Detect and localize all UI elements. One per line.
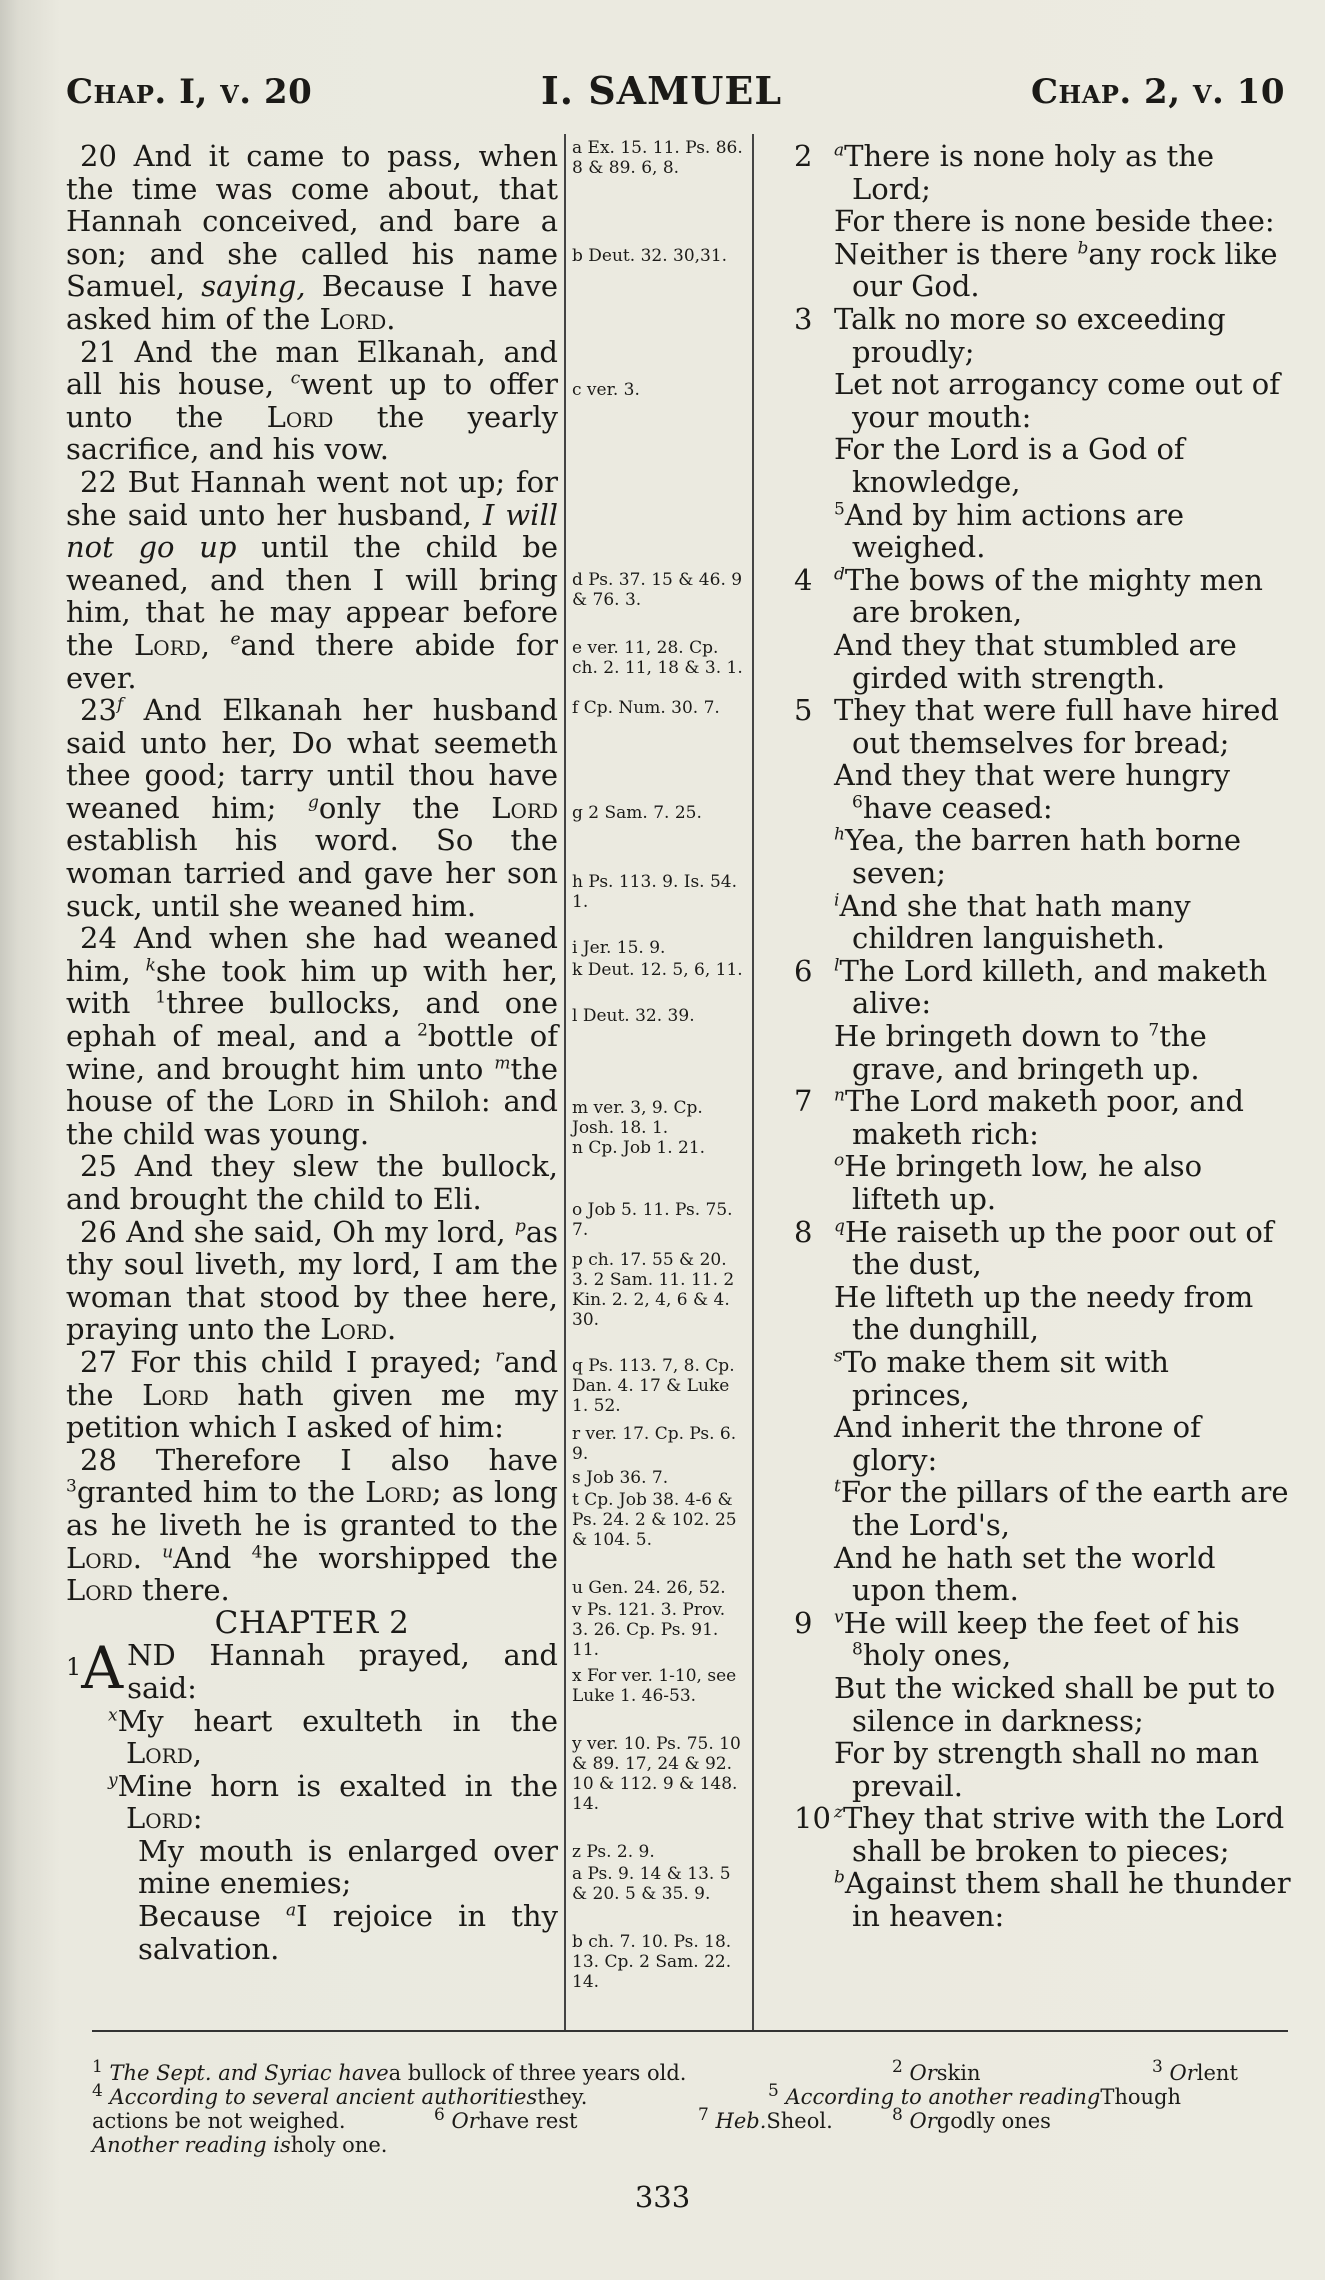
cross-reference: n Cp. Job 1. 21. — [572, 1138, 706, 1158]
poem-line — [794, 1216, 1294, 1281]
poem-line — [794, 564, 1294, 629]
header-left-reference: Chap. I, v. 20 — [66, 72, 313, 112]
cross-reference: o Job 5. 11. Ps. 75. 7. — [572, 1200, 733, 1240]
cross-reference: d Ps. 37. 15 & 46. 9 & 76. 3. — [572, 570, 743, 610]
poem-line: $^y$Mine horn is exalted in the Lord: — [108, 1768, 558, 1836]
poem-line-text: $^o$He bringeth low, he also lifteth up. — [834, 1149, 1203, 1216]
poem-line-text: $^5$And by him actions are weighed. — [834, 497, 1185, 565]
verse-number: 7 — [794, 1084, 813, 1119]
poem-line — [794, 890, 1294, 955]
poem-line — [794, 205, 1294, 238]
poem-line-text: For by strength shall no man prevail. — [834, 1736, 1260, 1803]
cross-reference: e ver. 11, 28. Cp. ch. 2. 11, 18 & 3. 1. — [572, 638, 743, 678]
poem-line — [794, 303, 1294, 368]
chapter-2-verse-1: 1 A ND Hannah prayed, and said: — [66, 1634, 558, 1705]
poem-line — [794, 1542, 1294, 1607]
verse-22: 22 But Hannah went not up; for she said unto her husband, I will not go up until the child be weaned, and then I will bring him, that he may appear before the Lord, $^e$and there abide for ever. — [66, 464, 559, 695]
poem-line — [794, 1150, 1294, 1215]
poem-line-text: But the wicked shall be put to silence in darkness; — [834, 1670, 1276, 1738]
footnotes — [92, 2057, 1292, 2158]
cross-reference: s Job 36. 7. — [572, 1468, 669, 1488]
poem-line — [794, 629, 1294, 694]
verse-number: 2 — [794, 139, 813, 173]
poem-line-text: And inherit the throne of glory: — [834, 1410, 1201, 1477]
poem-line — [794, 140, 1294, 205]
verse-number: 5 — [794, 693, 813, 728]
poem-line-text: $^h$Yea, the barren hath borne seven; — [834, 823, 1242, 891]
cross-reference: p ch. 17. 55 & 20. 3. 2 Sam. 11. 11. 2 Kin. 2. 2, 4, 6 & 4. 30. — [572, 1250, 735, 1330]
cross-reference: v Ps. 121. 3. Prov. 3. 26. Cp. Ps. 91. 11. — [572, 1600, 726, 1660]
page-number: 333 — [634, 2180, 691, 2214]
poem-line-text: For the Lord is a God of knowledge, — [834, 432, 1185, 499]
verse-number: 8 — [794, 1214, 813, 1249]
cross-reference: m ver. 3, 9. Cp. Josh. 18. 1. — [572, 1098, 703, 1138]
poem-line — [794, 1411, 1294, 1476]
cross-reference: u Gen. 24. 26, 52. — [572, 1578, 726, 1598]
poem-line — [794, 1672, 1294, 1737]
cross-reference: x For ver. 1-10, see Luke 1. 46-53. — [572, 1666, 737, 1706]
poem-line-text: They that were full have hired out themselves for bread; — [834, 693, 1279, 760]
poem-line-text: $^d$The bows of the mighty men are broken, — [834, 562, 1263, 630]
poem-line — [794, 1281, 1294, 1346]
cross-reference: t Cp. Job 38. 4-6 & Ps. 24. 2 & 102. 25 & 104. 5. — [572, 1490, 737, 1550]
poem-line-text: $^t$For the pillars of the earth are the Lord's, — [834, 1475, 1289, 1542]
verse-26: 26 And she said, Oh my lord, $^p$as thy soul liveth, my lord, I am the woman that stood by thee here, praying unto the Lord. — [66, 1214, 558, 1347]
verse-20: 20 And it came to pass, when the time was come about, that Hannah conceived, and bare a son; and she called his name Samuel, saying, Because I have asked him of the Lord. — [66, 139, 558, 336]
verse-number: 3 — [794, 301, 813, 336]
poem-line — [794, 1867, 1294, 1932]
poem-line — [794, 1476, 1294, 1541]
text-column-right — [794, 140, 1294, 1933]
poem-line-text: $^z$They that strive with the Lord shall be broken to pieces; — [834, 1801, 1285, 1868]
poem-line-text: $^i$And she that hath many children languisheth. — [834, 888, 1191, 956]
verse-number: 9 — [794, 1605, 813, 1640]
cross-reference: c ver. 3. — [572, 380, 640, 400]
verse-28: 28 Therefore I also have $^3$granted him to the Lord; as long as he liveth he is granted to the Lord. $^u$And $^4$he worshipped the Lord there. — [66, 1442, 559, 1608]
poem-line — [794, 1020, 1294, 1085]
column-divider-right — [752, 134, 754, 2030]
poem-line-text: He bringeth down to $^7$the grave, and bringeth up. — [834, 1019, 1207, 1086]
cross-reference: y ver. 10. Ps. 75. 10 & 89. 17, 24 & 92. 10 & 112. 9 & 148. 14. — [572, 1734, 741, 1814]
verse-number: 10 — [794, 1801, 831, 1836]
verse-number: 4 — [794, 562, 813, 597]
cross-reference: z Ps. 2. 9. — [572, 1842, 655, 1862]
poem-line-text: $^b$Against them shall he thunder in heaven: — [834, 1866, 1291, 1934]
running-header — [66, 68, 1285, 122]
verse-21: 21 And the man Elkanah, and all his house, $^c$went up to offer unto the Lord the yearly sacrifice, and his vow. — [66, 334, 558, 467]
column-divider-left — [564, 134, 566, 2030]
poem-line — [794, 694, 1294, 759]
chapter-heading: CHAPTER 2 — [214, 1604, 410, 1641]
poem-line — [794, 499, 1294, 564]
poem-line — [794, 955, 1294, 1020]
poem-line — [794, 1085, 1294, 1150]
cross-reference: h Ps. 113. 9. Is. 54. 1. — [572, 872, 738, 912]
poem-line — [794, 1802, 1294, 1867]
cross-reference: i Jer. 15. 9. — [572, 938, 666, 958]
poem-line-text: He lifteth up the needy from the dunghill, — [834, 1279, 1254, 1347]
poem-line-text: $^l$The Lord killeth, and maketh alive: — [834, 953, 1268, 1021]
poem-line-text: And they that were hungry $^6$have ceased: — [834, 758, 1231, 825]
footnote-row-3: actions be not weighed. $^6$ Or have rest $^7$ Heb. Sheol. $^8$ Or godly ones — [92, 2105, 1051, 2133]
poem-line — [794, 238, 1294, 303]
poem-line — [794, 759, 1294, 824]
cross-reference: r ver. 17. Cp. Ps. 6. 9. — [572, 1424, 737, 1464]
poem-line-text: Let not arrogancy come out of your mouth: — [834, 367, 1280, 434]
poem-line-text: $^a$There is none holy as the Lord; — [834, 139, 1215, 206]
cross-reference: g 2 Sam. 7. 25. — [572, 803, 702, 823]
poem-line-text: For there is none beside thee: — [834, 204, 1275, 239]
header-right-reference: Chap. 2, v. 10 — [1030, 72, 1285, 112]
poem-line-text: And they that stumbled are girded with strength. — [834, 627, 1237, 695]
verse-number: 6 — [794, 953, 813, 988]
poem-line-text: $^v$He will keep the feet of his $^8$holy ones, — [834, 1605, 1240, 1673]
cross-reference: b Deut. 32. 30,31. — [572, 246, 728, 266]
poem-line — [794, 368, 1294, 433]
poem-line-text: $^n$The Lord maketh poor, and maketh rich: — [834, 1084, 1244, 1151]
header-book-title: I. SAMUEL — [541, 68, 783, 113]
poem-line: My mouth is enlarged over mine enemies; — [138, 1833, 558, 1901]
cross-reference: a Ps. 9. 14 & 13. 5 & 20. 5 & 35. 9. — [572, 1864, 731, 1904]
cross-reference: b ch. 7. 10. Ps. 18. 13. Cp. 2 Sam. 22. 14. — [572, 1932, 732, 1992]
song-of-hannah-start — [66, 1705, 558, 1966]
poem-line-text: Talk no more so exceeding proudly; — [834, 301, 1226, 369]
poem-line — [794, 433, 1294, 498]
footnote-row-4: Another reading is holy one. — [92, 2133, 388, 2157]
footnote-row-1: $^1$ The Sept. and Syriac have a bullock of three years old. $^2$ Or skin $^3$ Or lent — [92, 2057, 1238, 2085]
poem-line — [794, 824, 1294, 889]
poem-line-text: Neither is there $^b$any rock like our God. — [834, 236, 1278, 304]
footnote-rule — [92, 2030, 1288, 2032]
footnote-row-2: $^4$ According to several ancient authorities they. $^5$ According to another reading Though — [92, 2081, 1182, 2109]
cross-reference: q Ps. 113. 7, 8. Cp. Dan. 4. 17 & Luke 1. 52. — [572, 1356, 735, 1416]
poem-line-text: $^q$He raiseth up the poor out of the dust, — [834, 1214, 1274, 1282]
verse-27: 27 For this child I prayed; $^r$and the Lord hath given me my petition which I asked of him: — [66, 1344, 558, 1445]
poem-line: $^x$My heart exulteth in the Lord, — [108, 1703, 558, 1771]
text-column-left — [66, 140, 558, 1965]
cross-reference: l Deut. 32. 39. — [572, 1006, 695, 1026]
poem-line-text: And he hath set the world upon them. — [834, 1540, 1216, 1608]
poem-line — [794, 1737, 1294, 1802]
cross-reference: a Ex. 15. 11. Ps. 86. 8 & 89. 6, 8. — [572, 138, 743, 178]
poem-line — [794, 1607, 1294, 1672]
cross-reference: k Deut. 12. 5, 6, 11. — [572, 960, 743, 980]
poem-line — [794, 1346, 1294, 1411]
cross-reference: f Cp. Num. 30. 7. — [572, 698, 720, 718]
verse-25: 25 And they slew the bullock, and brought the child to Eli. — [66, 1149, 558, 1216]
verse-23: 23$^f$ And Elkanah her husband said unto her, Do what seemeth thee good; tarry until thou have weaned him; $^g$only the Lord establish his word. So the woman tarried and gave her son suck, until she weaned him. — [66, 693, 558, 923]
poem-line-text: $^s$To make them sit with princes, — [834, 1344, 1169, 1412]
verse-24: 24 And when she had weaned him, $^k$she took him up with her, with $^1$three bullocks, and one ephah of meal, and a $^2$bottle of wine, and brought him unto $^m$the house of the Lord in Shiloh: and the child was young. — [66, 921, 558, 1151]
drop-cap: A — [81, 1634, 124, 1703]
poem-line: Because $^a$I rejoice in thy salvation. — [138, 1899, 558, 1966]
